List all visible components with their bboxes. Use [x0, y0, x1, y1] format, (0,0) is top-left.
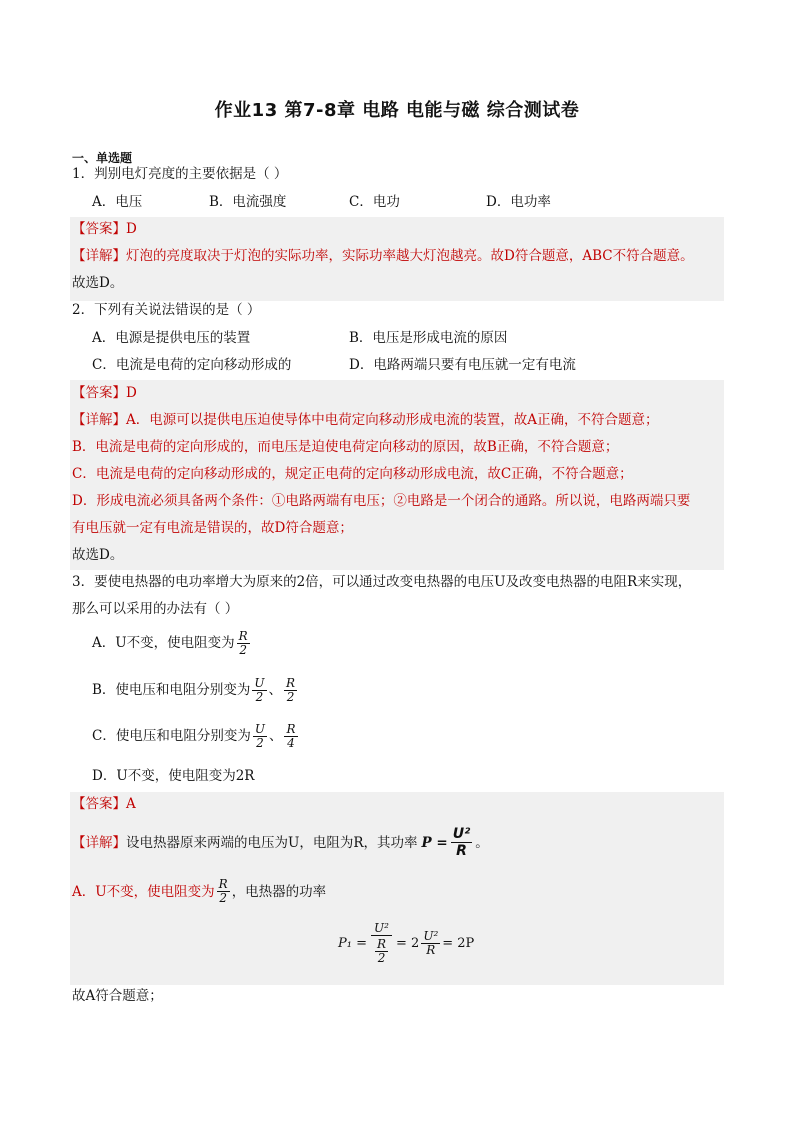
detail-text: ，电热器的功率	[231, 883, 327, 900]
q2-option-c: C．电流是电荷的定向移动形成的	[92, 357, 292, 373]
detail-tag: 【详解】	[72, 412, 126, 428]
q2-conclusion: 故选D。	[72, 547, 124, 563]
numerator: U	[254, 722, 265, 736]
equation-mid: = 2	[396, 936, 420, 951]
q2-detail-2: B．电流是电荷的定向形成的，而电压是迫使电荷定向移动的原因，故B正确，不符合题意；	[72, 439, 619, 455]
q3-option-a	[92, 630, 252, 657]
q2-detail-3: C．电流是电荷的定向移动形成的，规定正电荷的定向移动形成电流，故C正确，不符合题意；	[72, 466, 633, 482]
denominator: 2	[286, 690, 295, 704]
page-title: 作业13 第7-8章 电路 电能与磁 综合测试卷	[214, 100, 580, 121]
answer-tag: 【答案】	[72, 796, 126, 812]
q2-answer	[72, 383, 137, 403]
answer-tag: 【答案】	[72, 385, 126, 401]
detail-text: 设电热器原来两端的电压为U，电阻为R，其功率	[126, 834, 418, 851]
denominator	[371, 936, 392, 965]
answer-value: A	[126, 796, 136, 812]
numerator: R	[376, 937, 387, 951]
q1-detail	[72, 246, 694, 266]
numerator: U²	[423, 929, 439, 943]
denominator: 2	[255, 690, 264, 704]
fraction	[252, 677, 266, 704]
detail-tag: 【详解】	[72, 248, 126, 264]
section-heading: 一、单选题	[72, 151, 133, 165]
power-fraction	[451, 826, 473, 859]
q3-option-d: D．U不变，使电阻变为2R	[92, 768, 255, 784]
fraction	[253, 723, 267, 750]
option-text: A．U不变，使电阻变为	[92, 635, 235, 651]
equation-right: = 2P	[442, 936, 475, 951]
numerator: R	[286, 676, 296, 690]
denominator: R	[426, 943, 436, 957]
fraction	[237, 630, 250, 657]
numerator: R	[286, 722, 296, 736]
detail-text: A．电源可以提供电压迫使导体中电荷定向移动形成电流的装置，故A正确，不符合题意；	[126, 412, 659, 428]
q2-option-b: B．电压是形成电流的原因	[349, 330, 508, 346]
numerator: U²	[371, 922, 392, 936]
q2-stem: 2．下列有关说法错误的是（ ）	[72, 302, 261, 318]
q2-option-a: A．电源是提供电压的装置	[92, 330, 251, 346]
fraction	[375, 938, 388, 965]
detail-tag: 【详解】	[72, 834, 126, 851]
fraction	[421, 930, 440, 957]
fraction	[217, 878, 230, 905]
fraction	[284, 723, 297, 750]
numerator: R	[238, 629, 248, 643]
q3-option-c	[92, 723, 300, 750]
numerator: R	[218, 877, 228, 891]
compound-fraction	[371, 922, 392, 965]
detail-text: A．U不变，使电阻变为	[72, 883, 215, 900]
separator: 、	[268, 728, 283, 744]
denominator: 2	[239, 643, 247, 657]
denominator: 2	[377, 951, 386, 965]
q1-stem: 1．判别电灯亮度的主要依据是（ ）	[72, 166, 288, 182]
q1-answer	[72, 219, 137, 239]
numerator: U²	[452, 826, 471, 842]
q3-answer	[72, 794, 136, 814]
answer-tag: 【答案】	[72, 221, 126, 237]
numerator: U	[254, 676, 265, 690]
q3-detail	[72, 826, 489, 859]
option-text: B．使电压和电阻分别变为	[92, 682, 251, 698]
answer-value: D	[126, 221, 137, 237]
denominator: 4	[287, 736, 295, 750]
denominator: R	[456, 843, 467, 859]
q3-conclusion: 故A符合题意；	[72, 988, 163, 1004]
q2-detail-5: 有电压就一定有电流是错误的，故D符合题意；	[72, 520, 353, 536]
equation-left: P₁ =	[338, 936, 367, 951]
answer-value: D	[126, 385, 137, 401]
q2-detail-1	[72, 410, 659, 430]
q3-stem-line-1: 3．要使电热器的电功率增大为原来的2倍，可以通过改变电热器的电压U及改变电热器的电阻R来实现，	[72, 574, 692, 590]
q1-conclusion: 故选D。	[72, 275, 124, 291]
q1-option-a: A．电压	[92, 194, 143, 210]
power-equation	[338, 922, 474, 965]
fraction	[284, 677, 297, 704]
q2-option-d: D．电路两端只要有电压就一定有电流	[349, 357, 576, 373]
period: 。	[475, 834, 489, 851]
q3-detail-a	[72, 878, 326, 905]
power-symbol: P =	[421, 834, 448, 851]
denominator: 2	[256, 736, 264, 750]
q1-option-d: D．电功率	[486, 194, 551, 210]
q3-stem-line-2: 那么可以采用的办法有（ ）	[72, 601, 239, 617]
separator: 、	[268, 682, 283, 698]
denominator: 2	[219, 891, 227, 905]
q2-detail-4: D．形成电流必须具备两个条件：①电路两端有电压；②电路是一个闭合的通路。所以说，电路两端只要	[72, 493, 691, 509]
q1-option-c: C．电功	[349, 194, 400, 210]
option-text: C．使电压和电阻分别变为	[92, 728, 251, 744]
detail-text: 灯泡的亮度取决于灯泡的实际功率，实际功率越大灯泡越亮。故D符合题意，ABC不符合题意。	[126, 248, 694, 264]
q1-option-b: B．电流强度	[209, 194, 287, 210]
q3-option-b	[92, 677, 299, 704]
